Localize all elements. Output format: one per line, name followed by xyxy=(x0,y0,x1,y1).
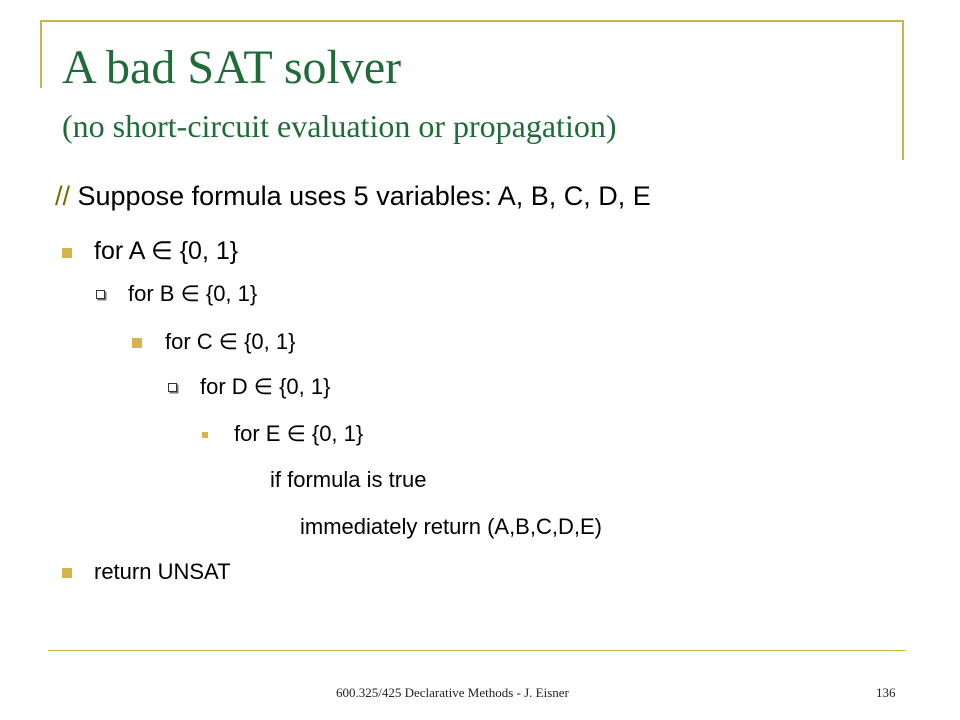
frame-bottom-rule xyxy=(48,650,906,651)
slide-title: A bad SAT solver xyxy=(62,41,402,94)
line-return-unsat: return UNSAT xyxy=(94,559,231,584)
frame-left-rule xyxy=(40,20,42,88)
square-bullet-icon xyxy=(62,568,72,578)
line-for-d: for D ∈ {0, 1} xyxy=(200,374,331,399)
footer-page-number: 136 xyxy=(876,685,896,700)
line-for-b: for B ∈ {0, 1} xyxy=(128,281,258,306)
slide-subtitle: (no short-circuit evaluation or propagation) xyxy=(62,108,617,144)
hollow-square-bullet-icon xyxy=(96,290,105,299)
square-bullet-icon xyxy=(132,338,142,348)
square-bullet-icon xyxy=(62,248,72,258)
comment-text: Suppose formula uses 5 variables: A, B, C, D, E xyxy=(70,181,651,211)
line-for-e: for E ∈ {0, 1} xyxy=(234,421,364,446)
line-return-tuple: immediately return (A,B,C,D,E) xyxy=(300,514,602,539)
frame-top-rule xyxy=(40,20,904,22)
frame-right-rule xyxy=(902,20,904,160)
comment-line xyxy=(55,180,651,212)
footer-course: 600.325/425 Declarative Methods - J. Eisner xyxy=(336,685,569,700)
comment-slashes: // xyxy=(55,181,71,211)
small-square-bullet-icon xyxy=(202,432,208,438)
hollow-square-bullet-icon xyxy=(168,383,177,392)
line-if-true: if formula is true xyxy=(270,467,427,492)
line-for-a: for A ∈ {0, 1} xyxy=(94,237,239,265)
line-for-c: for C ∈ {0, 1} xyxy=(165,329,296,354)
